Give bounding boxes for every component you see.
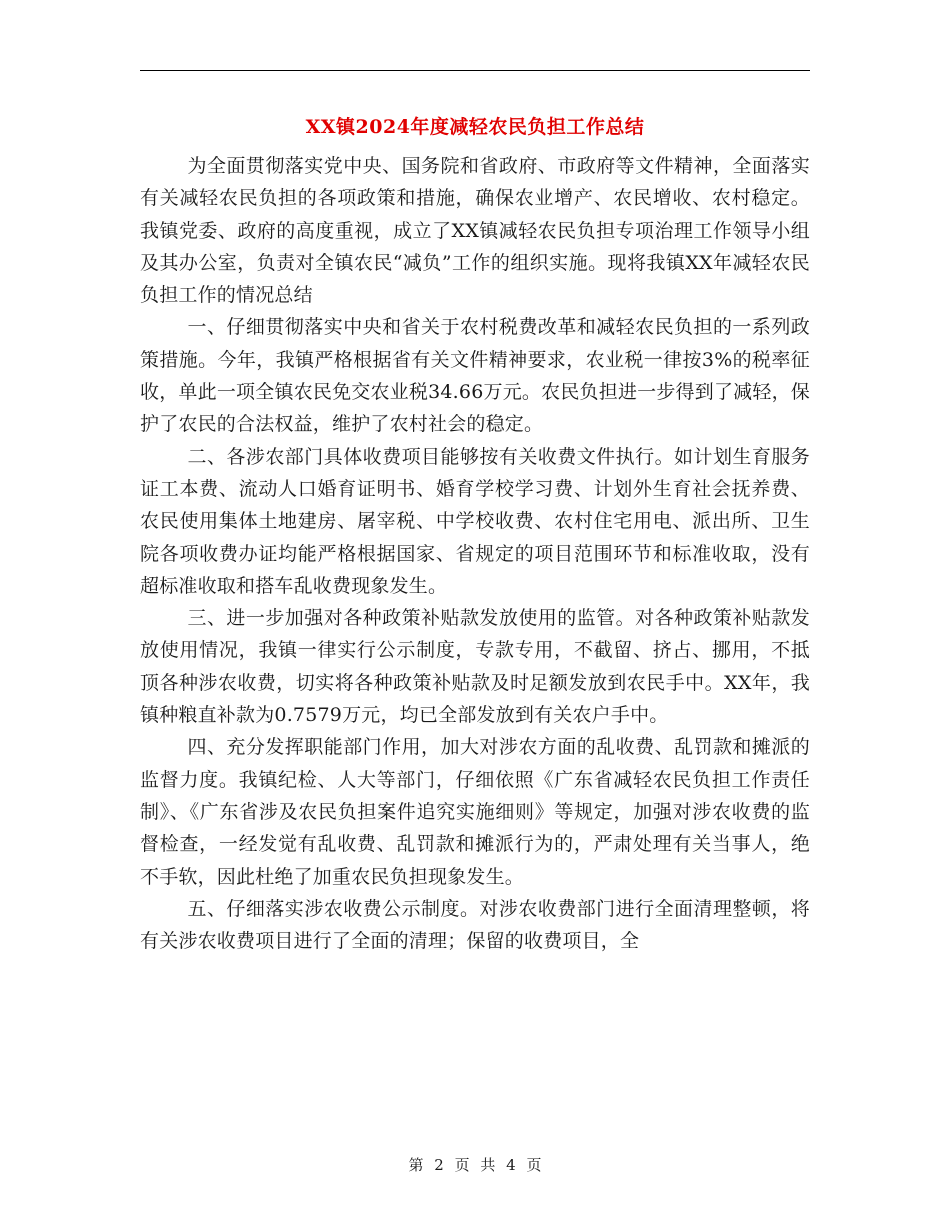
paragraph-1: 一、仔细贯彻落实中央和省关于农村税费改革和减轻农民负担的一系列政策措施。今年，我镇严格根据省有关文件精神要求，农业税一律按3%的税率征收，单此一项全镇农民免交农业税34.66万元。农民负担进一步得到了减轻，保护了农民的合法权益，维护了农村社会的稳定。 — [140, 316, 810, 436]
page-number: 第 2 页 共 4 页 — [408, 1156, 542, 1174]
document-body — [140, 150, 810, 957]
paragraph-2: 二、各涉农部门具体收费项目能够按有关收费文件执行。如计划生育服务证工本费、流动人口婚育证明书、婚育学校学习费、计划外生育社会抚养费、农民使用集体土地建房、屠宰税、中学校收费、农村住宅用电、派出所、卫生院各项收费办证均能严格根据国家、省规定的项目范围环节和标准收取，没有超标准收取和搭车乱收费现象发生。 — [140, 445, 810, 597]
paragraph-4: 四、充分发挥职能部门作用，加大对涉农方面的乱收费、乱罚款和摊派的监督力度。我镇纪检、人大等部门，仔细依照《广东省减轻农民负担工作责任制》、《广东省涉及农民负担案件追究实施细则》等规定，加强对涉农收费的监督检查，一经发觉有乱收费、乱罚款和摊派行为的，严肃处理有关当事人，绝不手软，因此杜绝了加重农民负担现象发生。 — [140, 736, 810, 888]
paragraph-3: 三、进一步加强对各种政策补贴款发放使用的监管。对各种政策补贴款发放使用情况，我镇一律实行公示制度，专款专用，不截留、挤占、挪用，不抵顶各种涉农收费，切实将各种政策补贴款及时足额发放到农民手中。XX年，我镇种粮直补款为0.7579万元，均已全部发放到有关农户手中。 — [140, 607, 810, 727]
document-title: XX镇2024年度减轻农民负担工作总结 — [305, 116, 645, 138]
paragraph-5: 五、仔细落实涉农收费公示制度。对涉农收费部门进行全面清理整顿，将有关涉农收费项目进行了全面的清理；保留的收费项目，全 — [140, 897, 810, 953]
header-rule — [140, 70, 810, 71]
paragraph-intro: 为全面贯彻落实党中央、国务院和省政府、市政府等文件精神，全面落实有关减轻农民负担的各项政策和措施，确保农业增产、农民增收、农村稳定。我镇党委、政府的高度重视，成立了XX镇减轻农民负担专项治理工作领导小组及其办公室，负责对全镇农民“减负”工作的组织实施。现将我镇XX年减轻农民负担工作的情况总结 — [140, 155, 810, 307]
